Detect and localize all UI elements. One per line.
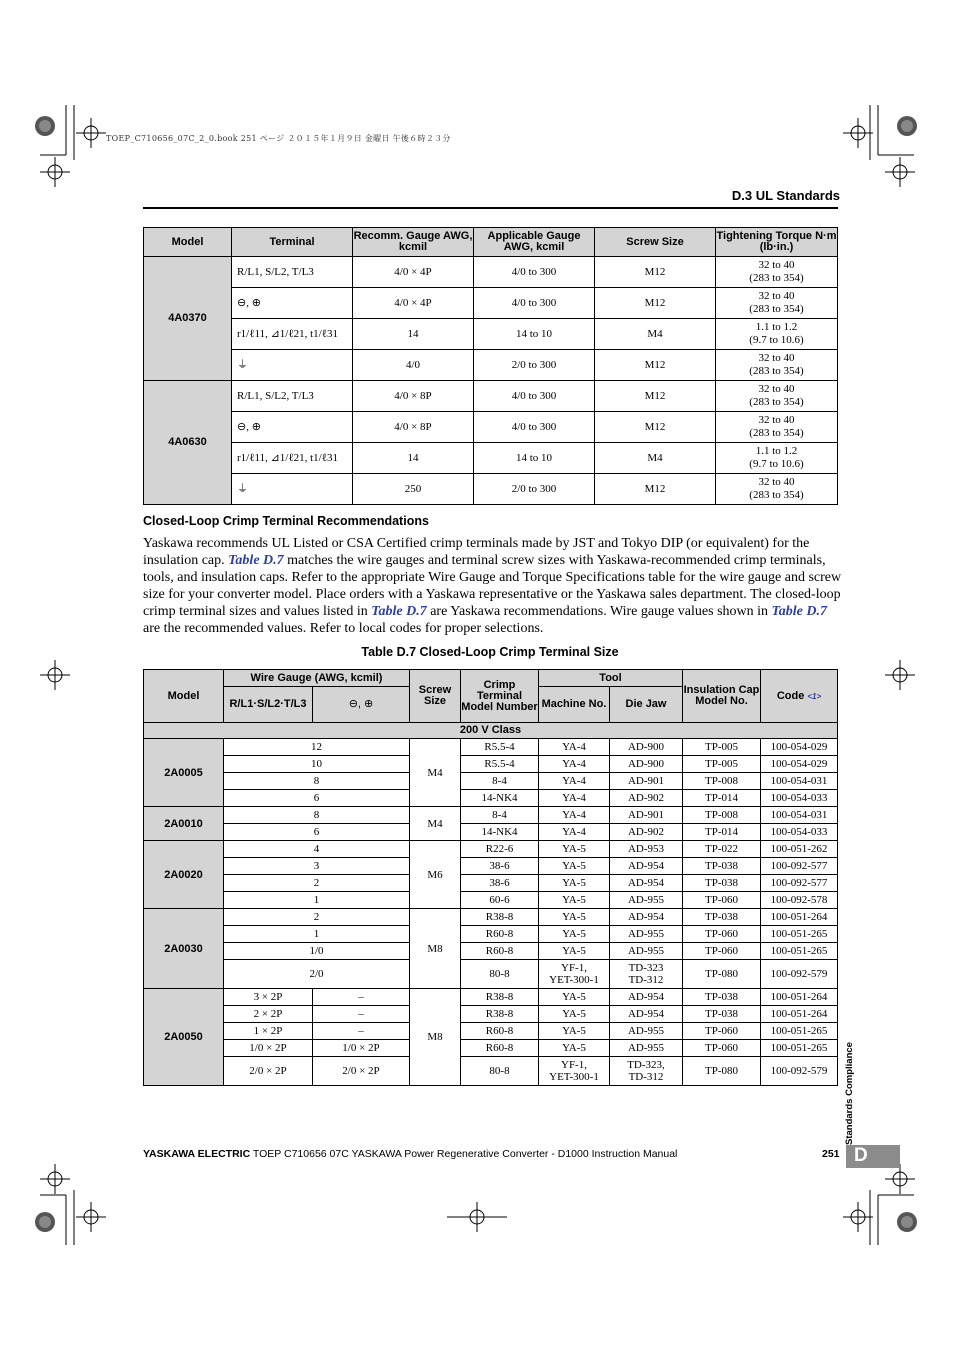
model-cell: 2A0030 (144, 909, 224, 989)
table-reference-link[interactable]: Table D.7 (228, 553, 284, 568)
table-header-row (144, 670, 838, 687)
recomm-gauge-cell: 4/0 × 8P (353, 381, 474, 412)
torque-nm: 32 to 40 (758, 259, 795, 271)
wire-gauge-rst-cell: 2/0 × 2P (224, 1057, 313, 1086)
code-cell: 100-051-265 (761, 926, 838, 943)
applicable-gauge-cell: 4/0 to 300 (474, 288, 595, 319)
terminal-cell: r1/ℓ11, ⊿1/ℓ21, t1/ℓ31 (232, 443, 353, 474)
insulation-cap-cell: TP-038 (683, 909, 761, 926)
side-tab-label: Standards Compliance (844, 1042, 855, 1145)
machine-no-cell (539, 960, 610, 989)
torque-cell (716, 412, 838, 443)
table-row (144, 1040, 838, 1057)
page-footer (143, 1148, 677, 1160)
code-cell: 100-051-264 (761, 909, 838, 926)
crimp-model-cell: 38-6 (461, 858, 539, 875)
table-row (144, 875, 838, 892)
crimp-model-cell: 8-4 (461, 807, 539, 824)
chapter-tab[interactable] (846, 1145, 900, 1168)
table-row (144, 807, 838, 824)
insulation-cap-cell: TP-060 (683, 1040, 761, 1057)
wire-gauge-dc-cell: – (313, 989, 410, 1006)
footnote-ref[interactable]: <1> (807, 691, 822, 701)
print-info: TOEP_C710656_07C_2_0.book 251 ページ ２０１５年１月９日 金曜日 午後６時２３分 (106, 134, 451, 143)
model-cell: 2A0005 (144, 739, 224, 807)
code-cell: 100-051-265 (761, 943, 838, 960)
wire-gauge-cell: 4 (224, 841, 410, 858)
wire-gauge-dc-cell: – (313, 1023, 410, 1040)
code-cell: 100-054-029 (761, 739, 838, 756)
body-paragraph (143, 535, 843, 637)
col-header-machine: Machine No. (539, 687, 610, 723)
insulation-cap-cell: TP-038 (683, 858, 761, 875)
machine-no-cell: YA-4 (539, 790, 610, 807)
col-header-code (761, 670, 838, 723)
recomm-gauge-cell: 4/0 (353, 350, 474, 381)
machine-no-cell: YA-4 (539, 756, 610, 773)
die-jaw-cell: AD-955 (610, 926, 683, 943)
table-row (144, 909, 838, 926)
code-cell: 100-054-033 (761, 790, 838, 807)
wire-gauge-cell: 2 (224, 909, 410, 926)
applicable-gauge-cell: 4/0 to 300 (474, 381, 595, 412)
wire-gauge-dc-cell: 1/0 × 2P (313, 1040, 410, 1057)
torque-nm: 32 to 40 (758, 352, 795, 364)
screw-size-cell: M12 (595, 412, 716, 443)
section-subheading: Closed-Loop Crimp Terminal Recommendations (143, 514, 429, 528)
insulation-cap-cell: TP-008 (683, 773, 761, 790)
machine-no-cell: YA-4 (539, 824, 610, 841)
crimp-model-cell: 38-6 (461, 875, 539, 892)
applicable-gauge-cell: 2/0 to 300 (474, 474, 595, 505)
wire-gauge-cell: 2/0 (224, 960, 410, 989)
terminal-cell: ⏚ (232, 350, 353, 381)
screw-size-cell: M4 (410, 739, 461, 807)
table-row (144, 350, 838, 381)
recomm-gauge-cell: 14 (353, 319, 474, 350)
crimp-table-body (144, 739, 838, 1086)
terminal-cell: ⊖, ⊕ (232, 288, 353, 319)
torque-lbin: (283 to 354) (749, 427, 804, 439)
torque-cell (716, 443, 838, 474)
code-cell: 100-051-264 (761, 1006, 838, 1023)
crimp-model-cell: R5.5-4 (461, 739, 539, 756)
die-jaw-cell: AD-901 (610, 773, 683, 790)
die-jaw-cell: AD-902 (610, 790, 683, 807)
col-header: Tightening Torque N·m (lb·in.) (716, 228, 838, 257)
table-row (144, 474, 838, 505)
screw-size-cell: M8 (410, 989, 461, 1086)
col-header-screw: Screw Size (410, 670, 461, 723)
machine-no-cell: YA-5 (539, 926, 610, 943)
col-header-cap: Insulation Cap Model No. (683, 670, 761, 723)
recomm-gauge-cell: 14 (353, 443, 474, 474)
table-row (144, 824, 838, 841)
wire-gauge-cell: 8 (224, 773, 410, 790)
die-jaw-cell: AD-902 (610, 824, 683, 841)
wire-gauge-cell: 10 (224, 756, 410, 773)
insulation-cap-cell: TP-080 (683, 960, 761, 989)
wire-gauge-cell: 12 (224, 739, 410, 756)
crimp-model-cell: 60-6 (461, 892, 539, 909)
insulation-cap-cell: TP-060 (683, 1023, 761, 1040)
code-cell: 100-092-579 (761, 1057, 838, 1086)
torque-cell (716, 474, 838, 505)
screw-size-cell: M12 (595, 288, 716, 319)
model-cell: 4A0370 (144, 257, 232, 381)
crimp-model-cell: 80-8 (461, 1057, 539, 1086)
section-title: D.3 UL Standards (731, 188, 840, 203)
table-row (144, 739, 838, 756)
table-row (144, 773, 838, 790)
model-cell: 2A0010 (144, 807, 224, 841)
die-jaw-line: TD-312 (628, 974, 664, 986)
machine-no-cell: YA-5 (539, 909, 610, 926)
machine-no-cell: YA-5 (539, 1023, 610, 1040)
die-jaw-cell: AD-953 (610, 841, 683, 858)
torque-table (143, 227, 838, 505)
machine-no-cell (539, 1057, 610, 1086)
paragraph-text: are the recommended values. Refer to local codes for proper selections. (143, 621, 544, 636)
die-jaw-line: TD-312 (628, 1071, 664, 1083)
torque-lbin: (283 to 354) (749, 489, 804, 501)
table-row (144, 1057, 838, 1086)
crimp-model-cell: 80-8 (461, 960, 539, 989)
code-cell: 100-054-031 (761, 807, 838, 824)
table-row (144, 960, 838, 989)
footer-brand: YASKAWA ELECTRIC (143, 1148, 251, 1160)
table-row (144, 858, 838, 875)
machine-no-cell: YA-4 (539, 807, 610, 824)
screw-size-cell: M12 (595, 350, 716, 381)
model-cell: 2A0020 (144, 841, 224, 909)
table-row (144, 381, 838, 412)
machine-no-cell: YA-5 (539, 943, 610, 960)
die-jaw-cell: AD-955 (610, 1040, 683, 1057)
table-row (144, 288, 838, 319)
torque-lbin: (9.7 to 10.6) (749, 334, 804, 346)
crimp-model-cell: R60-8 (461, 1023, 539, 1040)
torque-cell (716, 257, 838, 288)
die-jaw-cell: AD-900 (610, 739, 683, 756)
code-cell: 100-092-577 (761, 858, 838, 875)
torque-lbin: (283 to 354) (749, 365, 804, 377)
torque-lbin: (283 to 354) (749, 272, 804, 284)
crimp-model-cell: R60-8 (461, 1040, 539, 1057)
code-cell: 100-054-033 (761, 824, 838, 841)
machine-no-line: YF-1, (561, 962, 587, 974)
die-jaw-cell: AD-954 (610, 909, 683, 926)
machine-no-cell: YA-5 (539, 1006, 610, 1023)
col-header: Model (144, 228, 232, 257)
torque-cell (716, 381, 838, 412)
crimp-model-cell: R60-8 (461, 926, 539, 943)
die-jaw-cell: AD-900 (610, 756, 683, 773)
applicable-gauge-cell: 2/0 to 300 (474, 350, 595, 381)
code-label: Code (776, 689, 805, 702)
applicable-gauge-cell: 4/0 to 300 (474, 412, 595, 443)
torque-lbin: (283 to 354) (749, 303, 804, 315)
applicable-gauge-cell: 14 to 10 (474, 443, 595, 474)
wire-gauge-dc-cell: – (313, 1006, 410, 1023)
insulation-cap-cell: TP-038 (683, 1006, 761, 1023)
model-cell: 4A0630 (144, 381, 232, 505)
die-jaw-cell: AD-954 (610, 875, 683, 892)
torque-nm: 32 to 40 (758, 476, 795, 488)
crimp-terminal-table (143, 669, 838, 1086)
machine-no-line: YET-300-1 (549, 1071, 599, 1083)
section-rule (143, 207, 838, 209)
wire-gauge-cell: 1 (224, 926, 410, 943)
table-reference-link[interactable]: Table D.7 (771, 604, 827, 619)
footer-text: TOEP C710656 07C YASKAWA Power Regenerative Converter - D1000 Instruction Manual (250, 1148, 678, 1160)
machine-no-cell: YA-5 (539, 875, 610, 892)
torque-lbin: (283 to 354) (749, 396, 804, 408)
wire-gauge-cell: 6 (224, 790, 410, 807)
crimp-model-cell: R38-8 (461, 989, 539, 1006)
code-cell: 100-092-577 (761, 875, 838, 892)
col-header: Terminal (232, 228, 353, 257)
code-cell: 100-051-262 (761, 841, 838, 858)
wire-gauge-cell: 1 (224, 892, 410, 909)
die-jaw-cell: AD-901 (610, 807, 683, 824)
die-jaw-cell: AD-955 (610, 1023, 683, 1040)
col-header: Recomm. Gauge AWG, kcmil (353, 228, 474, 257)
wire-gauge-cell: 1/0 (224, 943, 410, 960)
insulation-cap-cell: TP-080 (683, 1057, 761, 1086)
screw-size-cell: M4 (595, 443, 716, 474)
wire-gauge-rst-cell: 1 × 2P (224, 1023, 313, 1040)
terminal-cell: ⊖, ⊕ (232, 412, 353, 443)
screw-size-cell: M4 (410, 807, 461, 841)
code-cell: 100-051-265 (761, 1023, 838, 1040)
chapter-letter: D (854, 1145, 868, 1166)
col-header-model: Model (144, 670, 224, 723)
table-row (144, 1006, 838, 1023)
voltage-class-label: 200 V Class (144, 723, 838, 739)
col-header-diejaw: Die Jaw (610, 687, 683, 723)
wire-gauge-dc-cell: 2/0 × 2P (313, 1057, 410, 1086)
crimp-model-cell: R38-8 (461, 909, 539, 926)
paragraph-text: Yaskawa recommends UL Listed or CSA Certified crimp terminals made by JST and Tokyo DIP (or equivalent) for the insulation cap. (143, 536, 810, 568)
col-header: Screw Size (595, 228, 716, 257)
insulation-cap-cell: TP-060 (683, 926, 761, 943)
table-row (144, 892, 838, 909)
die-jaw-cell: AD-954 (610, 1006, 683, 1023)
paragraph-text: are Yaskawa recommendations. Wire gauge values shown in (426, 604, 772, 619)
code-cell: 100-054-031 (761, 773, 838, 790)
table-row (144, 926, 838, 943)
machine-no-cell: YA-4 (539, 739, 610, 756)
crimp-model-cell: R5.5-4 (461, 756, 539, 773)
class-row (144, 723, 838, 739)
wire-gauge-cell: 6 (224, 824, 410, 841)
applicable-gauge-cell: 14 to 10 (474, 319, 595, 350)
insulation-cap-cell: TP-005 (683, 739, 761, 756)
table-row (144, 1023, 838, 1040)
machine-no-cell: YA-5 (539, 892, 610, 909)
table-row (144, 841, 838, 858)
table-header-row (144, 228, 838, 257)
code-cell: 100-092-579 (761, 960, 838, 989)
table-row (144, 943, 838, 960)
machine-no-cell: YA-5 (539, 1040, 610, 1057)
table-reference-link[interactable]: Table D.7 (371, 604, 427, 619)
screw-size-cell: M4 (595, 319, 716, 350)
torque-nm: 1.1 to 1.2 (755, 445, 798, 457)
insulation-cap-cell: TP-038 (683, 989, 761, 1006)
insulation-cap-cell: TP-038 (683, 875, 761, 892)
screw-size-cell: M12 (595, 257, 716, 288)
torque-lbin: (9.7 to 10.6) (749, 458, 804, 470)
table-row (144, 412, 838, 443)
crimp-model-cell: R60-8 (461, 943, 539, 960)
terminal-cell: r1/ℓ11, ⊿1/ℓ21, t1/ℓ31 (232, 319, 353, 350)
torque-table-body (144, 257, 838, 505)
die-jaw-cell (610, 1057, 683, 1086)
insulation-cap-cell: TP-060 (683, 892, 761, 909)
die-jaw-cell: AD-954 (610, 989, 683, 1006)
crimp-model-cell: R22-6 (461, 841, 539, 858)
col-header-crimp: Crimp Terminal Model Number (461, 670, 539, 723)
table-row (144, 257, 838, 288)
table-row (144, 319, 838, 350)
terminal-cell: ⏚ (232, 474, 353, 505)
die-jaw-cell: AD-954 (610, 858, 683, 875)
terminal-cell: R/L1, S/L2, T/L3 (232, 381, 353, 412)
torque-nm: 1.1 to 1.2 (755, 321, 798, 333)
screw-size-cell: M8 (410, 909, 461, 989)
insulation-cap-cell: TP-022 (683, 841, 761, 858)
applicable-gauge-cell: 4/0 to 300 (474, 257, 595, 288)
crimp-model-cell: R38-8 (461, 1006, 539, 1023)
die-jaw-cell: AD-955 (610, 892, 683, 909)
crimp-model-cell: 14-NK4 (461, 790, 539, 807)
insulation-cap-cell: TP-005 (683, 756, 761, 773)
die-jaw-line: TD-323, (627, 1059, 665, 1071)
machine-no-cell: YA-5 (539, 841, 610, 858)
machine-no-line: YET-300-1 (549, 974, 599, 986)
col-header: Applicable Gauge AWG, kcmil (474, 228, 595, 257)
machine-no-line: YF-1, (561, 1059, 587, 1071)
torque-nm: 32 to 40 (758, 414, 795, 426)
col-header-tool: Tool (539, 670, 683, 687)
torque-nm: 32 to 40 (758, 290, 795, 302)
crimp-model-cell: 14-NK4 (461, 824, 539, 841)
table-row (144, 989, 838, 1006)
insulation-cap-cell: TP-060 (683, 943, 761, 960)
machine-no-cell: YA-4 (539, 773, 610, 790)
die-jaw-cell: AD-955 (610, 943, 683, 960)
code-cell: 100-054-029 (761, 756, 838, 773)
screw-size-cell: M12 (595, 474, 716, 505)
col-header-dc: ⊖, ⊕ (313, 687, 410, 723)
machine-no-cell: YA-5 (539, 989, 610, 1006)
die-jaw-cell (610, 960, 683, 989)
insulation-cap-cell: TP-014 (683, 790, 761, 807)
wire-gauge-rst-cell: 2 × 2P (224, 1006, 313, 1023)
code-cell: 100-051-265 (761, 1040, 838, 1057)
page-number: 251 (822, 1148, 840, 1160)
crimp-model-cell: 8-4 (461, 773, 539, 790)
terminal-cell: R/L1, S/L2, T/L3 (232, 257, 353, 288)
col-header-wire-gauge: Wire Gauge (AWG, kcmil) (224, 670, 410, 687)
wire-gauge-cell: 3 (224, 858, 410, 875)
insulation-cap-cell: TP-008 (683, 807, 761, 824)
wire-gauge-rst-cell: 1/0 × 2P (224, 1040, 313, 1057)
code-cell: 100-051-264 (761, 989, 838, 1006)
torque-cell (716, 350, 838, 381)
screw-size-cell: M12 (595, 381, 716, 412)
die-jaw-line: TD-323 (628, 962, 664, 974)
insulation-cap-cell: TP-014 (683, 824, 761, 841)
recomm-gauge-cell: 4/0 × 4P (353, 257, 474, 288)
wire-gauge-cell: 2 (224, 875, 410, 892)
recomm-gauge-cell: 4/0 × 4P (353, 288, 474, 319)
torque-cell (716, 319, 838, 350)
table-row (144, 790, 838, 807)
screw-size-cell: M6 (410, 841, 461, 909)
wire-gauge-cell: 8 (224, 807, 410, 824)
torque-nm: 32 to 40 (758, 383, 795, 395)
col-header-rst: R/L1·S/L2·T/L3 (224, 687, 313, 723)
table-row (144, 443, 838, 474)
wire-gauge-rst-cell: 3 × 2P (224, 989, 313, 1006)
code-cell: 100-092-578 (761, 892, 838, 909)
recomm-gauge-cell: 4/0 × 8P (353, 412, 474, 443)
table-row (144, 756, 838, 773)
recomm-gauge-cell: 250 (353, 474, 474, 505)
torque-cell (716, 288, 838, 319)
model-cell: 2A0050 (144, 989, 224, 1086)
machine-no-cell: YA-5 (539, 858, 610, 875)
paragraph-text: matches the wire gauges and terminal screw sizes with Yaskawa-recommended crimp terminals, tools, and insulation caps. Refer to the appropriate Wire Gauge and Torque Specifications table for the wire gauge and screw size for your converter model. Place orders with a Yaskawa representative or the Yaskawa sales department. The closed-loop crimp terminal sizes and values listed in (143, 553, 842, 619)
table-caption: Table D.7 Closed-Loop Crimp Terminal Size (361, 645, 619, 659)
